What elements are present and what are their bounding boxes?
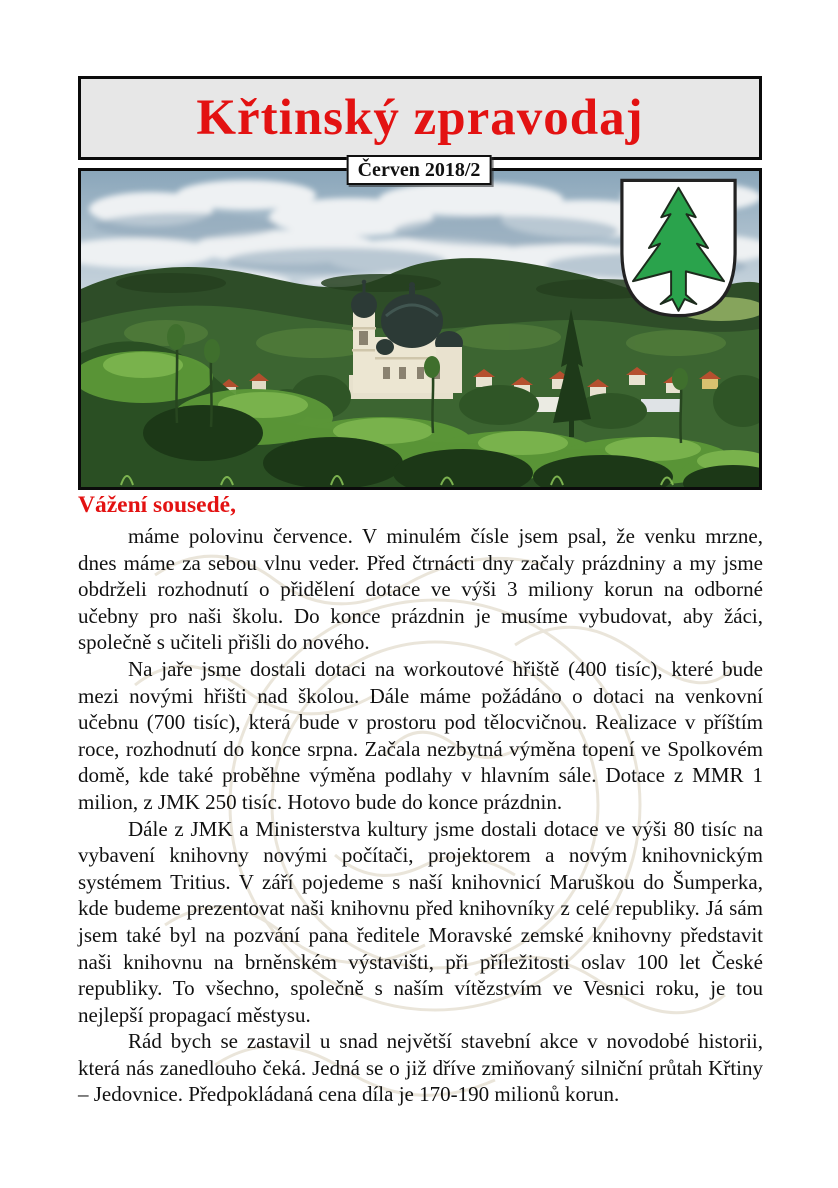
salutation-heading: Vážení sousedé, — [78, 492, 236, 518]
newsletter-title: Křtinský zpravodaj — [196, 90, 644, 146]
article-body — [78, 492, 763, 1108]
article-paragraph-4: Rád bych se zastavil u snad největší stavební akce v novodobé historii, která nás zanedlouho čeká. Jedná se o již dříve zmiňovaný silniční průtah Křtiny – Jedovnice. Předpokládaná cena díla je 170-190 milionů korun. — [78, 1029, 763, 1107]
header-photo — [78, 168, 762, 490]
article-paragraph-3: Dále z JMK a Ministerstva kultury jsme dostali dotace ve výši 80 tisíc na vybavení knihovny novými počítači, projektorem a novým knihovnickým systémem Tritius. V září pojedeme s naší knihovnicí Maruškou do Šumperka, kde budeme prezentovat naši knihovnu před knihovníky z celé republiky. Já sám jsem také byl na pozvání pana ředitele Moravské zemské knihovny představit naši knihovnu na brněnském výstavišti, při příležitosti oslav 100 let České republiky. To všechno, společně s naším vítězstvím ve Vesnici roku, je tou nejlepší propagací městysu. — [78, 816, 763, 1027]
masthead-box — [78, 76, 762, 160]
coat-of-arms — [617, 175, 740, 321]
issue-badge: Červen 2018/2 — [347, 155, 492, 185]
article-paragraph-1: máme polovinu července. V minulém čísle jsem psal, že venku mrzne, dnes máme za sebou vlnu veder. Před čtrnácti dny začaly prázdniny a my jsme obdrželi rozhodnutí o přidělení dotace ve výši 3 miliony korun na odborné učebny pro naši školu. Do konce prázdnin je musíme vybudovat, aby žáci, společně s učiteli přišli do nového. — [78, 524, 763, 655]
article-paragraph-2: Na jaře jsme dostali dotaci na workoutové hřiště (400 tisíc), které bude mezi novými hřišti nad školou. Dále máme požádáno o dotaci na venkovní učebnu (700 tisíc), která bude v prostoru pod tělocvičnou. Realizace v příštím roce, rozhodnutí do konce srpna. Začala nezbytná výměna topení ve Spolkovém domě, kde také proběhne výměna podlahy v hlavním sále. Dotace z MMR 1 milion, z JMK 250 tisíc. Hotovo bude do konce prázdnin. — [78, 656, 763, 814]
